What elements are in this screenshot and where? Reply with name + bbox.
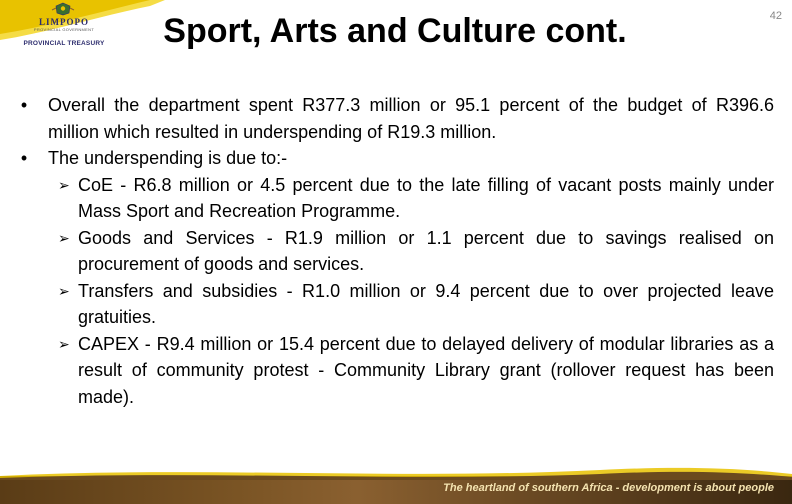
footer-band [0,476,792,504]
arrow-bullet-icon: ➢ [58,335,70,352]
bullet-item [14,92,774,145]
page-number: 42 [769,10,782,22]
bullet-dot-icon: • [20,148,28,168]
arrow-bullet-icon: ➢ [58,229,70,246]
coat-of-arms-icon [50,2,76,16]
sub-bullet-item [14,331,774,411]
sub-bullet-item [14,278,774,331]
logo-department: PROVINCIAL TREASURY [23,40,105,47]
logo-name: LIMPOPO [39,17,89,27]
sub-bullet-text: CoE - R6.8 million or 4.5 percent due to the late filling of vacant posts mainly under Mass Sport and Recreation Programme. [78,174,774,221]
limpopo-treasury-logo [6,2,122,52]
arrow-bullet-icon: ➢ [58,176,70,193]
sub-bullet-item [14,172,774,225]
sub-bullet-text: Transfers and subsidies - R1.0 million or 9.4 percent due to over projected leave gratuities. [78,280,774,327]
sub-bullet-text: CAPEX - R9.4 million or 15.4 percent due to delayed delivery of modular libraries as a result of community protest - Community Library grant (rollover request has been made). [78,333,774,407]
footer-wave [0,464,792,480]
slide-title: Sport, Arts and Culture cont. [163,12,627,50]
arrow-bullet-icon: ➢ [58,282,70,299]
bullet-text: Overall the department spent R377.3 million or 95.1 percent of the budget of R396.6 million which resulted in underspending of R19.3 million. [48,95,774,142]
bullet-item [14,145,774,172]
sub-bullet-item [14,225,774,278]
logo-subtitle: PROVINCIAL GOVERNMENT [33,27,95,32]
bullet-dot-icon: • [20,95,28,115]
footer-tagline: The heartland of southern Africa - development is about people [443,482,774,494]
bullet-text: The underspending is due to:- [48,148,288,168]
slide-body [14,92,774,410]
sub-bullet-text: Goods and Services - R1.9 million or 1.1 percent due to savings realised on procurement of goods and services. [78,227,774,274]
